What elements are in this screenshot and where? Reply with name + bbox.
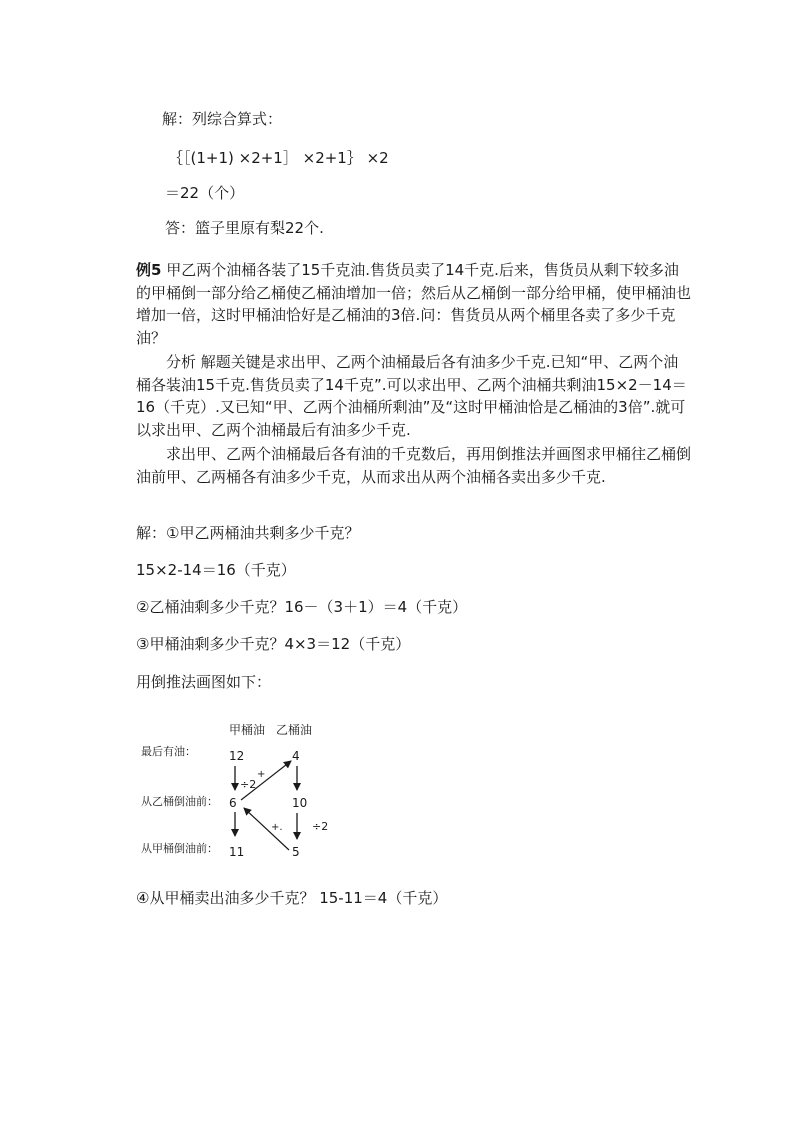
example-label: 例5 <box>136 261 162 279</box>
step-1: 解：①甲乙两桶油共剩多少千克？ <box>136 524 360 542</box>
op-plus-top: + <box>257 769 266 780</box>
answer-line: 答：篮子里原有梨22个. <box>165 219 324 237</box>
step-1-calc: 15×2-14＝16（千克） <box>136 561 296 579</box>
example-problem-text: 甲乙两个油桶各装了15千克油.售货员卖了14千克.后来，售货员从剩下较多油的甲桶倒一部分给乙桶使乙桶油增加一倍；然后从乙桶倒一部分给甲桶，使甲桶油也增加一倍，这时甲桶油恰好是乙桶油的3倍.问：售货员从两个桶里各卖了多少千克油？ <box>136 261 692 347</box>
op-divide-right: ÷2 <box>312 820 329 833</box>
analysis-paragraph: 分析 解题关键是求出甲、乙两个油桶最后各有油多少千克.已知“甲、乙两个油桶各装油15千克.售货员卖了14千克”.可以求出甲、乙两个油桶共剩油15×2－14＝16（千克）.又已知“甲、乙两个油桶所剩油”及“这时甲桶油恰是乙桶油的3倍”.就可以求出甲、乙两个油桶最后有油多少千克. <box>136 353 687 439</box>
op-plus-bottom: +. <box>271 822 283 833</box>
step-2: ②乙桶油剩多少千克？16－（3＋1）＝4（千克） <box>136 598 468 616</box>
yi-last-value: 4 <box>292 749 300 763</box>
step-4: ④从甲桶卖出油多少千克？ 15-11＝4（千克） <box>136 889 448 907</box>
method-paragraph: 求出甲、乙两个油桶最后各有油的千克数后，再用倒推法并画图求甲桶往乙桶倒油前甲、乙两桶各有油多少千克，从而求出从两个油桶各卖出多少千克. <box>136 445 692 486</box>
col-jia-label: 甲桶油 <box>229 723 266 737</box>
jia-last-value: 12 <box>229 749 245 763</box>
step-3: ③甲桶油剩多少千克？4×3＝12（千克） <box>136 635 411 653</box>
formula-line: ｛［(1+1) ×2+1］ ×2+1｝ ×2 <box>168 149 389 167</box>
diagram-intro: 用倒推法画图如下： <box>136 673 272 691</box>
yi-first-value: 5 <box>292 845 300 859</box>
row-last-label: 最后有油： <box>141 745 196 758</box>
formula-result: ＝22（个） <box>165 184 245 202</box>
op-divide-left: ÷2 <box>240 778 257 791</box>
jia-mid-value: 6 <box>229 796 237 810</box>
row-before-yi-label: 从乙桶倒油前： <box>141 795 218 808</box>
solution-heading: 解：列综合算式： <box>162 110 283 128</box>
row-before-jia-label: 从甲桶倒油前： <box>141 842 218 855</box>
jia-first-value: 11 <box>229 845 245 859</box>
col-yi-label: 乙桶油 <box>276 723 313 737</box>
yi-mid-value: 10 <box>292 796 308 810</box>
